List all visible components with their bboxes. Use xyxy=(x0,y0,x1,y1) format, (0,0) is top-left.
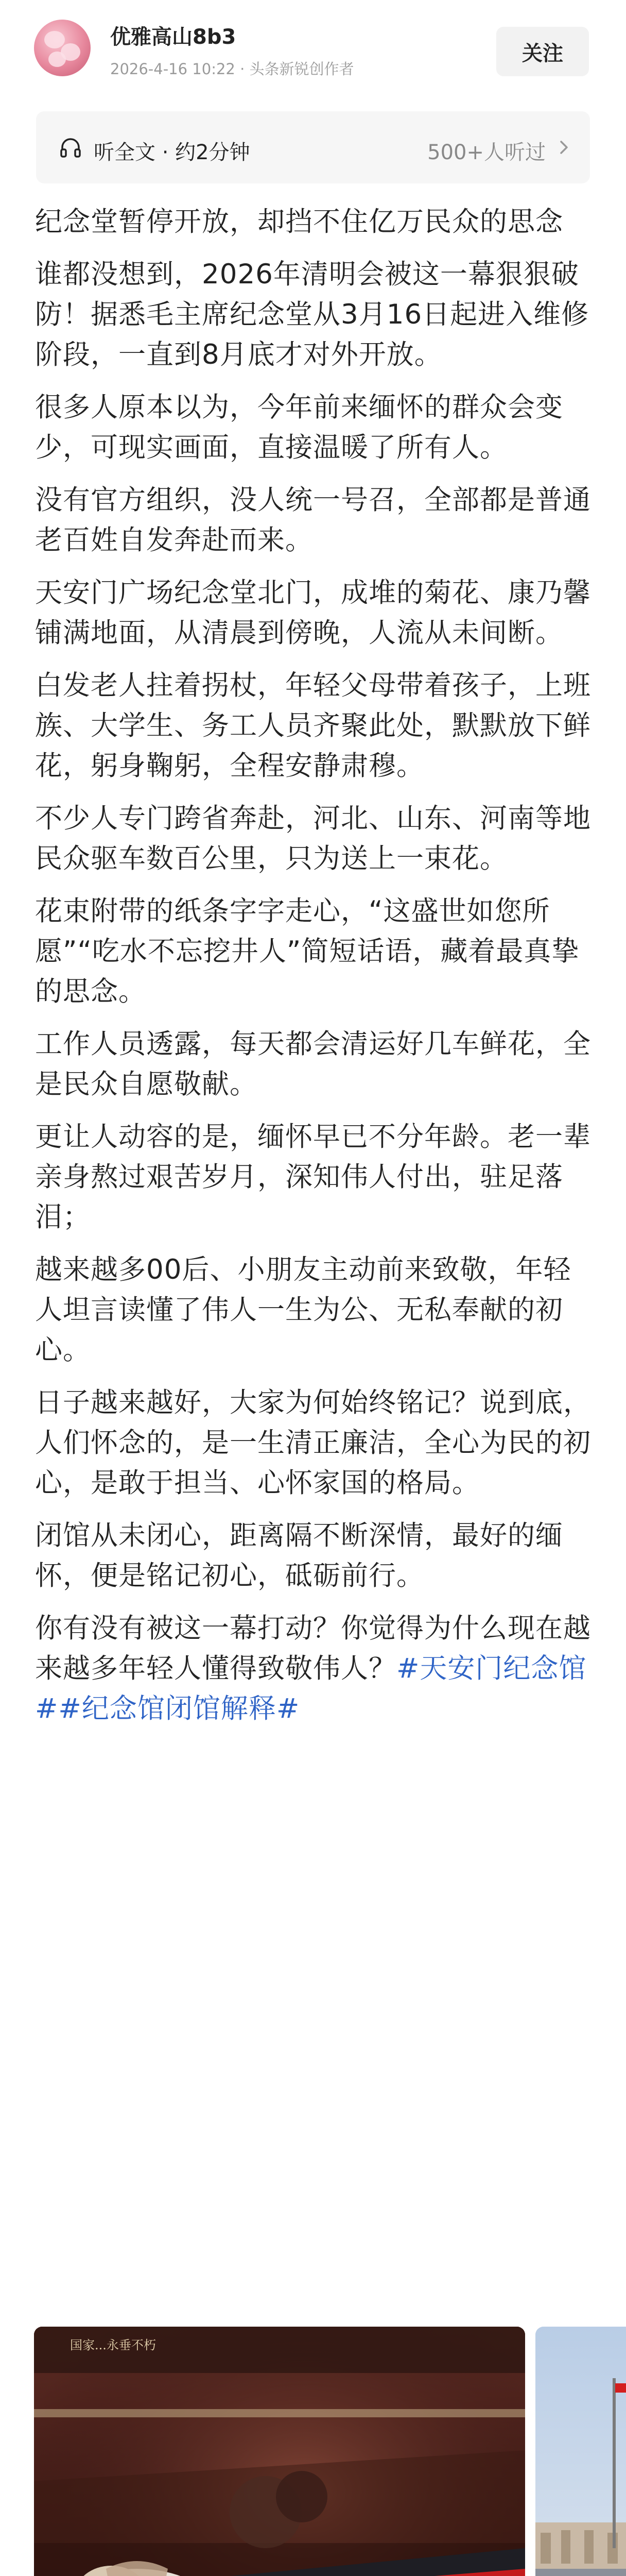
chevron-right-icon xyxy=(556,139,571,156)
square-crowd-photo[interactable] xyxy=(535,2327,626,2576)
paragraph: 日子越来越好，大家为何始终铭记？说到底，人们怀念的，是一生清正廉洁，全心为民的初心，是敢于担当、心怀家国的格局。 xyxy=(35,1387,591,1499)
paragraph: 没有官方组织，没人统一号召，全部都是普通老百姓自发奔赴而来。 xyxy=(35,484,591,556)
listen-bar[interactable] xyxy=(36,111,590,183)
paragraph: 花束附带的纸条字字走心，“这盛世如您所愿”“吃水不忘挖井人”简短话语，藏着最真挚的思念。 xyxy=(35,895,580,1007)
closing-paragraph xyxy=(35,1608,596,1729)
listen-label: 听全文 · 约2分钟 xyxy=(94,141,250,164)
avatar[interactable] xyxy=(34,20,91,76)
flower-petal xyxy=(44,31,65,48)
article-header xyxy=(0,0,626,77)
flower-petal xyxy=(48,52,66,67)
article-title: 纪念堂暂停开放，却挡不住亿万民众的思念 xyxy=(35,206,563,238)
closing-question: 你有没有被这一幕打动？你觉得为什么现在越来越多年轻人懂得致敬伟人？ xyxy=(35,1613,591,1684)
author-name[interactable]: 优雅高山8b3 xyxy=(110,25,236,49)
paragraph: 越来越多00后、小朋友主动前来致敬，年轻人坦言读懂了伟人一生为公、无私奉献的初心。 xyxy=(35,1254,571,1366)
hashtag-link[interactable]: #天安门纪念馆# xyxy=(35,1653,587,1724)
photo-caption-text: 国家...永垂不朽 xyxy=(70,2338,156,2352)
memorial-photo-art xyxy=(34,2327,525,2576)
paragraph: 更让人动容的是，缅怀早已不分年龄。老一辈亲身熬过艰苦岁月，深知伟人付出，驻足落泪； xyxy=(35,1121,591,1233)
paragraph: 白发老人拄着拐杖，年轻父母带着孩子，上班族、大学生、务工人员齐聚此处，默默放下鲜花，躬身鞠躬，全程安静肃穆。 xyxy=(35,670,591,782)
paragraph: 工作人员透露，每天都会清运好几车鲜花，全是民众自愿敬献。 xyxy=(35,1028,591,1100)
hashtag-link[interactable]: #纪念馆闭馆解释# xyxy=(58,1693,300,1724)
article-body xyxy=(35,202,596,1741)
post-meta: 2026-4-16 10:22 · 头条新锐创作者 xyxy=(110,60,354,78)
square-crowd-art xyxy=(535,2327,626,2576)
paragraph: 天安门广场纪念堂北门，成堆的菊花、康乃馨铺满地面，从清晨到傍晚，人流从未间断。 xyxy=(35,577,591,649)
paragraph: 不少人专门跨省奔赴，河北、山东、河南等地民众驱车数百公里，只为送上一束花。 xyxy=(35,803,591,874)
paragraph: 很多人原本以为，今年前来缅怀的群众会变少，可现实画面，直接温暖了所有人。 xyxy=(35,392,563,463)
listen-count: 500+人听过 xyxy=(427,141,546,164)
memorial-photo[interactable] xyxy=(34,2327,525,2576)
follow-button[interactable]: 关注 xyxy=(496,27,589,76)
paragraph: 谁都没想到，2026年清明会被这一幕狠狠破防！据悉毛主席纪念堂从3月16日起进入维修阶段，一直到8月底才对外开放。 xyxy=(35,259,589,370)
paragraph: 闭馆从未闭心，距离隔不断深情，最好的缅怀，便是铭记初心，砥砺前行。 xyxy=(35,1520,563,1591)
headphones-icon xyxy=(60,137,81,158)
